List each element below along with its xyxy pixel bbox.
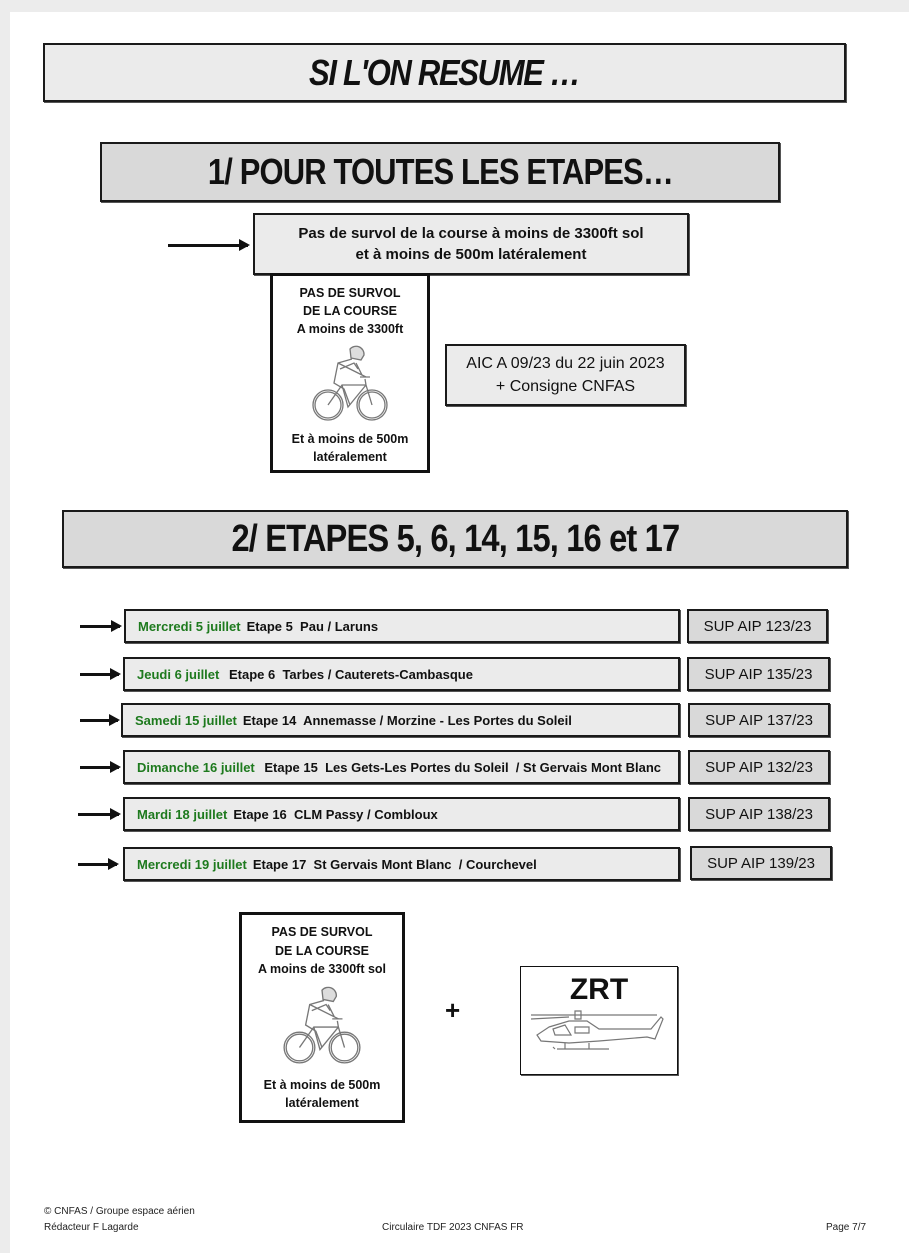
main-title-box	[43, 43, 846, 102]
stage-day: Mercredi 5 juillet	[138, 618, 241, 634]
stage-row	[123, 797, 680, 831]
stage-row	[123, 750, 680, 784]
stage-info: Etape 16 CLM Passy / Combloux	[233, 806, 438, 822]
sign-line-1: PAS DE SURVOL	[299, 286, 401, 300]
sup-aip-ref: SUP AIP 135/23	[704, 665, 813, 683]
arrow-icon	[80, 719, 118, 722]
sup-aip-box	[690, 846, 832, 880]
sup-aip-box	[687, 609, 828, 643]
zrt-label: ZRT	[569, 973, 629, 1006]
footer-author: Rédacteur F Lagarde	[44, 1222, 139, 1233]
section1-heading-box	[100, 142, 780, 202]
stage-day: Dimanche 16 juillet	[137, 759, 255, 775]
footer-copyright: © CNFAS / Groupe espace aérien	[44, 1206, 195, 1217]
stage-day: Mercredi 19 juillet	[137, 856, 247, 872]
cyclist-icon	[310, 341, 390, 425]
arrow-icon	[80, 766, 119, 769]
sign-line-2: DE LA COURSE	[275, 943, 369, 958]
aic-line-1: AIC A 09/23 du 22 juin 2023	[466, 355, 665, 372]
sup-aip-ref: SUP AIP 139/23	[707, 854, 815, 872]
zrt-box	[520, 966, 678, 1075]
no-overflight-sign	[239, 912, 405, 1123]
stage-info: Etape 14 Annemasse / Morzine - Les Portes du Soleil	[242, 712, 572, 728]
no-overflight-sign	[270, 273, 430, 473]
stage-day: Jeudi 6 juillet	[137, 666, 220, 682]
cyclist-icon	[281, 982, 363, 1068]
rule-box	[253, 213, 689, 275]
section2-heading-box	[62, 510, 848, 568]
footer-page-number: Page 7/7	[826, 1222, 867, 1233]
footer-left	[44, 1204, 195, 1236]
stage-info: Etape 5 Pau / Laruns	[246, 618, 379, 634]
arrow-icon	[168, 244, 248, 247]
section2-heading: 2/ ETAPES 5, 6, 14, 15, 16 et 17	[231, 517, 679, 560]
sign-line-3: A moins de 3300ft sol	[257, 962, 387, 976]
document-page	[10, 12, 909, 1253]
sup-aip-ref: SUP AIP 137/23	[705, 711, 813, 729]
sign-bottom-1: Et à moins de 500m	[263, 1077, 381, 1092]
sign-line-3: A moins de 3300ft	[296, 322, 404, 336]
plus-sign: +	[445, 995, 461, 1025]
arrow-icon	[80, 673, 119, 676]
sign-bottom-1: Et à moins de 500m	[291, 432, 409, 446]
rule-line-1: Pas de survol de la course à moins de 3300ft sol	[298, 225, 644, 242]
sup-aip-box	[688, 797, 830, 831]
sign-bottom-2: latéralement	[313, 450, 387, 464]
main-title: SI L'ON RESUME …	[309, 51, 580, 93]
sup-aip-box	[688, 750, 830, 784]
stage-day: Samedi 15 juillet	[135, 712, 237, 728]
footer-center: Circulaire TDF 2023 CNFAS FR	[382, 1222, 524, 1233]
aic-line-2: + Consigne CNFAS	[495, 378, 636, 395]
arrow-icon	[78, 813, 119, 816]
sup-aip-box	[687, 657, 830, 691]
helicopter-icon	[529, 1009, 669, 1059]
sign-line-2: DE LA COURSE	[303, 304, 397, 318]
stage-info: Etape 6 Tarbes / Cauterets-Cambasque	[225, 666, 473, 682]
stage-row	[121, 703, 680, 737]
sign-bottom-2: latéralement	[285, 1096, 359, 1110]
sign-line-1: PAS DE SURVOL	[271, 925, 373, 939]
arrow-icon	[78, 863, 117, 866]
stage-info: Etape 17 St Gervais Mont Blanc / Courchevel	[252, 856, 537, 872]
stage-day: Mardi 18 juillet	[137, 806, 228, 822]
sup-aip-ref: SUP AIP 132/23	[705, 758, 813, 776]
stage-row	[123, 847, 680, 881]
sup-aip-ref: SUP AIP 123/23	[703, 617, 812, 635]
section1-heading: 1/ POUR TOUTES LES ETAPES…	[207, 151, 673, 192]
sup-aip-box	[688, 703, 830, 737]
aic-reference-box	[445, 344, 686, 406]
stage-row	[123, 657, 680, 691]
arrow-icon	[80, 625, 120, 628]
stage-info: Etape 15 Les Gets-Les Portes du Soleil / St Gervais Mont Blanc	[260, 759, 661, 775]
sup-aip-ref: SUP AIP 138/23	[705, 805, 813, 823]
stage-row	[124, 609, 680, 643]
rule-line-2: et à moins de 500m latéralement	[355, 246, 587, 263]
